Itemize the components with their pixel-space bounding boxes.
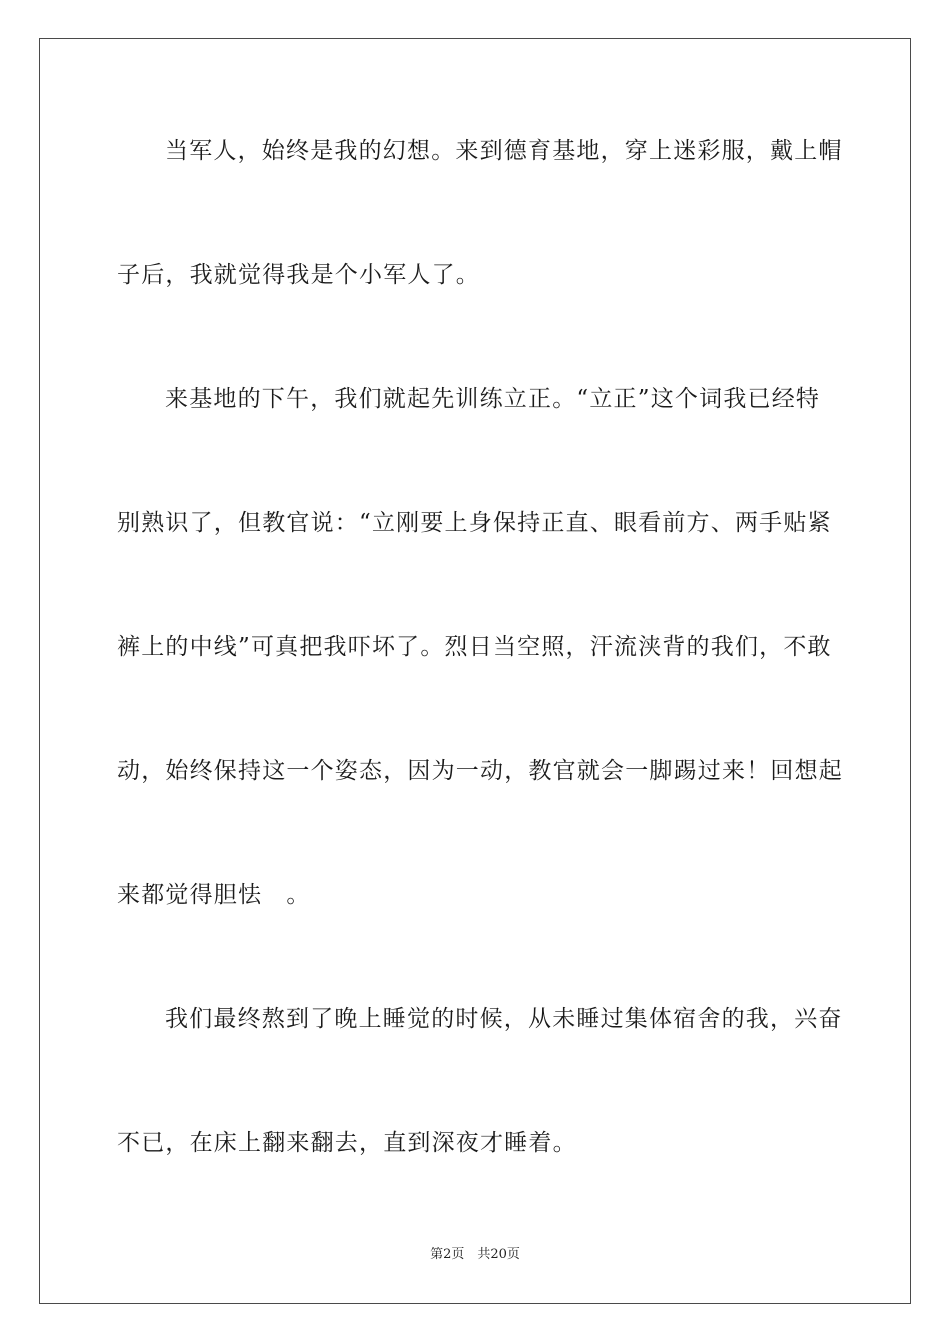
- paragraph-2-line-4: 动，始终保持这一个姿态，因为一动，教官就会一脚踢过来！回想起: [117, 758, 843, 784]
- page-footer: [0, 1246, 950, 1264]
- paragraph-3-line-1: 我们最终熬到了晚上睡觉的时候，从未睡过集体宿舍的我，兴奋: [165, 1006, 843, 1032]
- page-border: [39, 38, 911, 1304]
- paragraph-1-line-2: 子后，我就觉得我是个小军人了。: [117, 262, 480, 288]
- paragraph-3-line-2: 不已，在床上翻来翻去，直到深夜才睡着。: [117, 1130, 577, 1156]
- page-number-label: 第2页 共20页: [430, 1247, 520, 1262]
- paragraph-2-line-3: 裤上的中线”可真把我吓坏了。烈日当空照，汗流浃背的我们，不敢: [117, 634, 832, 660]
- paragraph-2-line-5: 来都觉得胆怯 。: [117, 882, 311, 908]
- paragraph-1-line-1: 当军人，始终是我的幻想。来到德育基地，穿上迷彩服，戴上帽: [165, 138, 843, 164]
- paragraph-2-line-2: 别熟识了，但教官说：“立刚要上身保持正直、眼看前方、两手贴紧: [117, 510, 832, 536]
- paragraph-2-line-1: 来基地的下午，我们就起先训练立正。“立正”这个词我已经特: [165, 386, 821, 412]
